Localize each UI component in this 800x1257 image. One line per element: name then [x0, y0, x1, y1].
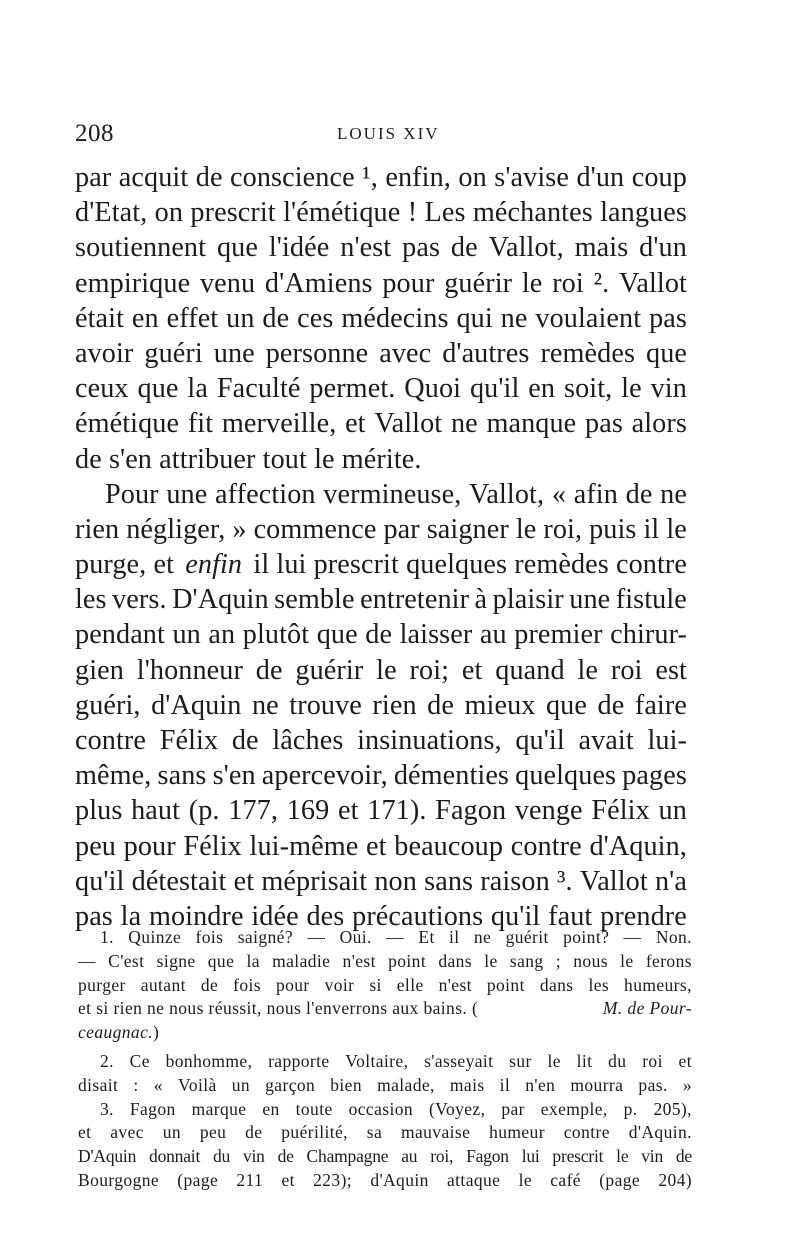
body-text: [75, 160, 687, 934]
text-line: guéri, d'Aquin ne trouve rien de mieux que de faire: [75, 689, 687, 721]
text-line: émétique fit merveille, et Vallot ne manque pas alors: [75, 408, 687, 440]
footnote-1-line: purger autant de fois pour voir si elle n'est point dans les humeurs,: [78, 974, 692, 995]
paragraph-start-line: Pour une affection vermineuse, Vallot, « afin de ne: [105, 478, 687, 510]
text-line: peu pour Félix lui-même et beaucoup contre d'Aquin,: [75, 830, 687, 862]
text-line: pas la moindre idée des précautions qu'il faut prendre: [75, 900, 687, 932]
footnote-2-line: disait : « Voilà un garçon bien malade, mais il n'en mourra pas. »: [78, 1074, 692, 1095]
text-line: purge, et enfin il lui prescrit quelques remèdes contre: [75, 547, 687, 582]
text-line: d'Etat, on prescrit l'émétique ! Les méchantes langues: [75, 197, 687, 229]
text-line: même, sans s'en apercevoir, démenties quelques pages: [75, 760, 687, 792]
footnote-1-line: — C'est signe que la maladie n'est point dans le sang ; nous le ferons: [78, 950, 692, 971]
text-line: soutiennent que l'idée n'est pas de Vallot, mais d'un: [75, 232, 687, 264]
text-line: avoir guéri une personne avec d'autres remèdes que: [75, 337, 687, 369]
footnote-1-line: et si rien ne nous réussit, nous l'enverrons aux bains. ( M. de Pour-: [78, 997, 692, 1021]
italic-title: M. de Pour-: [602, 998, 692, 1019]
footnote-1-line: ceaugnac. ): [78, 1021, 692, 1045]
text-line: contre Félix de lâches insinuations, qu'il avait lui-: [75, 725, 687, 756]
text-line: gien l'honneur de guérir le roi; et quand le roi est: [75, 654, 687, 686]
text-line: empirique venu d'Amiens pour guérir le roi ². Vallot: [75, 267, 687, 299]
footnote-2-line: 2. Ce bonhomme, rapporte Voltaire, s'asseyait sur le lit du roi et: [100, 1050, 692, 1071]
text-line: pendant un an plutôt que de laisser au premier chirur-: [75, 619, 687, 651]
footnote-3-line: 3. Fagon marque en toute occasion (Voyez, par exemple, p. 205),: [100, 1098, 692, 1119]
footnote-1-line: 1. Quinze fois saigné? — Oui. — Et il ne guérit point? — Non.: [100, 927, 692, 947]
footnotes: [78, 926, 692, 1193]
text-line: rien négliger, » commence par saigner le roi, puis il le: [75, 513, 687, 545]
italic-title: ceaugnac.: [78, 1022, 154, 1043]
page-number: 208: [75, 120, 114, 147]
footnote-3-line: et avec un peu de puérilité, sa mauvaise humeur contre d'Aquin.: [78, 1122, 692, 1143]
running-head: LOUIS XIV: [337, 124, 440, 143]
footnote-3-line: D'Aquin donnait du vin de Champagne au roi, Fagon lui prescrit le vin de: [78, 1146, 692, 1167]
text-line: ceux que la Faculté permet. Quoi qu'il en soit, le vin: [75, 373, 687, 405]
italic-word: enfin: [185, 549, 243, 581]
text-line: par acquit de conscience ¹, enfin, on s'avise d'un coup: [75, 162, 687, 193]
footnote-3-line: Bourgogne (page 211 et 223); d'Aquin attaque le café (page 204): [78, 1169, 692, 1190]
text-line: était en effet un de ces médecins qui ne voulaient pas: [75, 302, 687, 334]
text-line: plus haut (p. 177, 169 et 171). Fagon venge Félix un: [75, 795, 687, 827]
text-line: qu'il détestait et méprisait non sans raison ³. Vallot n'a: [75, 865, 687, 897]
text-line: de s'en attribuer tout le mérite.: [75, 443, 422, 475]
page-header: [75, 120, 720, 154]
text-line: les vers. D'Aquin semble entretenir à plaisir une fistule: [75, 584, 687, 616]
